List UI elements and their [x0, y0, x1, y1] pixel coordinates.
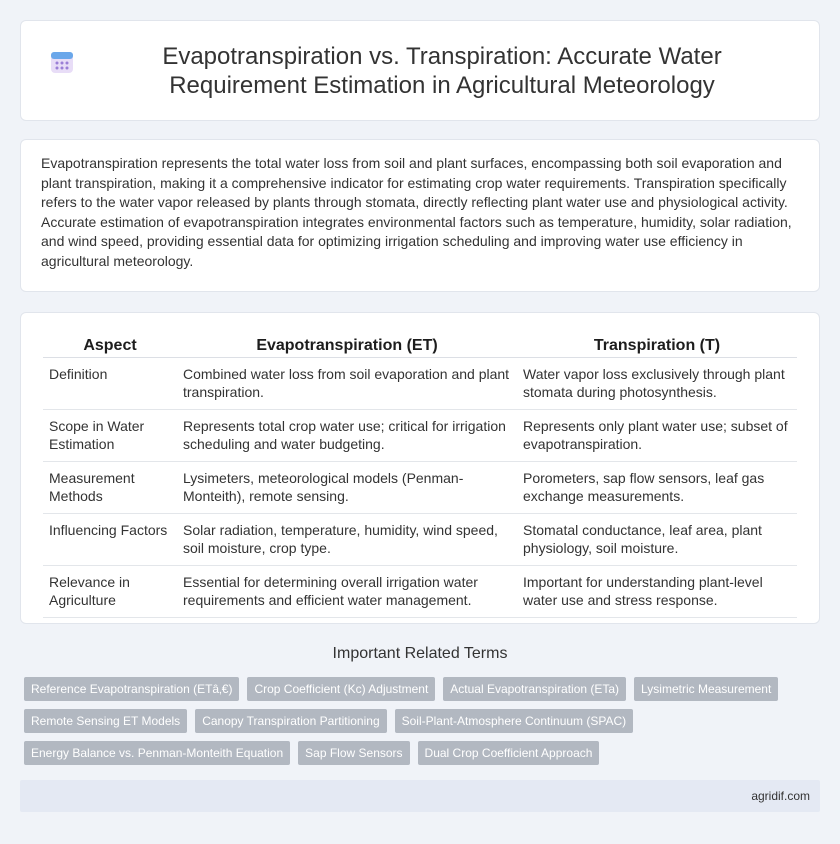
related-term-tag[interactable]: Energy Balance vs. Penman-Monteith Equation: [24, 741, 290, 765]
table-header-row: [43, 331, 797, 358]
comparison-table-card: [20, 312, 820, 624]
cell-t: Water vapor loss exclusively through plant stomata during photosynthesis.: [517, 358, 797, 410]
related-term-tag[interactable]: Lysimetric Measurement: [634, 677, 778, 701]
cell-t: Stomatal conductance, leaf area, plant physiology, soil moisture.: [517, 514, 797, 566]
related-term-tag[interactable]: Canopy Transpiration Partitioning: [195, 709, 386, 733]
footer-site-link[interactable]: agridif.com: [751, 789, 810, 803]
cell-et: Combined water loss from soil evaporation and plant transpiration.: [177, 358, 517, 410]
table-row: [43, 410, 797, 462]
cell-t: Represents only plant water use; subset of evapotranspiration.: [517, 410, 797, 462]
related-terms-list: [24, 677, 816, 765]
footer: [20, 780, 820, 812]
table-row: [43, 566, 797, 618]
related-term-tag[interactable]: Sap Flow Sensors: [298, 741, 409, 765]
cell-aspect: Relevance in Agriculture: [43, 566, 177, 618]
cell-et: Essential for determining overall irrigation water requirements and efficient water management.: [177, 566, 517, 618]
cell-t: Porometers, sap flow sensors, leaf gas exchange measurements.: [517, 462, 797, 514]
related-term-tag[interactable]: Dual Crop Coefficient Approach: [418, 741, 600, 765]
header-card: [20, 20, 820, 121]
cell-aspect: Scope in Water Estimation: [43, 410, 177, 462]
related-term-tag[interactable]: Soil-Plant-Atmosphere Continuum (SPAC): [395, 709, 634, 733]
table-row: [43, 462, 797, 514]
intro-card: [20, 139, 820, 292]
calendar-icon: [48, 48, 76, 76]
cell-et: Solar radiation, temperature, humidity, wind speed, soil moisture, crop type.: [177, 514, 517, 566]
cell-et: Lysimeters, meteorological models (Penman-Monteith), remote sensing.: [177, 462, 517, 514]
page-title: Evapotranspiration vs. Transpiration: Accurate Water Requirement Estimation in Agricultural Meteorology: [162, 42, 722, 99]
related-term-tag[interactable]: Crop Coefficient (Kc) Adjustment: [247, 677, 435, 701]
cell-aspect: Influencing Factors: [43, 514, 177, 566]
related-term-tag[interactable]: Reference Evapotranspiration (ETâ‚€): [24, 677, 239, 701]
header-evapotranspiration: Evapotranspiration (ET): [177, 331, 517, 358]
cell-aspect: Definition: [43, 358, 177, 410]
related-term-tag[interactable]: Remote Sensing ET Models: [24, 709, 187, 733]
comparison-table: [43, 331, 797, 618]
intro-paragraph: Evapotranspiration represents the total water loss from soil and plant surfaces, encompassing both soil evaporation and plant transpiration, making it a comprehensive indicator for estimating crop water requirements. Transpiration specifically refers to the water vapor released by plants through stomata, directly reflecting plant water use and physiological activity. Accurate estimation of evapotranspiration integrates environmental factors such as temperature, humidity, solar radiation, and wind speed, providing essential data for optimizing irrigation scheduling and improving water use efficiency in agricultural meteorology.: [41, 155, 792, 269]
header-transpiration: Transpiration (T): [517, 331, 797, 358]
header-aspect: Aspect: [43, 331, 177, 358]
cell-et: Represents total crop water use; critical for irrigation scheduling and water budgeting.: [177, 410, 517, 462]
table-row: [43, 514, 797, 566]
related-terms-heading: Important Related Terms: [332, 645, 508, 662]
related-term-tag[interactable]: Actual Evapotranspiration (ETa): [443, 677, 626, 701]
cell-t: Important for understanding plant-level water use and stress response.: [517, 566, 797, 618]
header-inner: [48, 42, 792, 100]
cell-aspect: Measurement Methods: [43, 462, 177, 514]
table-row: [43, 358, 797, 410]
